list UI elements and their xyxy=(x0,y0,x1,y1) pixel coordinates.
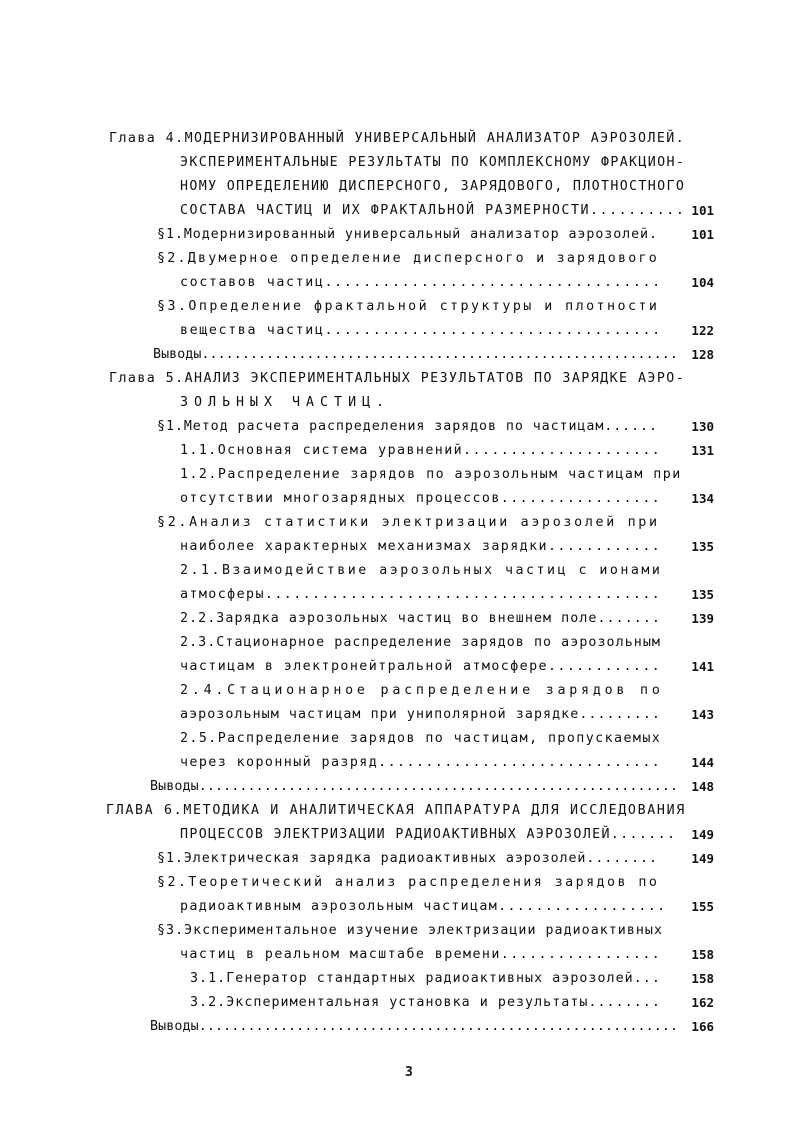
toc-page-number: 149 xyxy=(691,827,714,842)
toc-page-number: 135 xyxy=(691,587,714,602)
toc-section-cont: радиоактивным аэрозольным частицам.................. xyxy=(180,899,667,914)
toc-subsection-cont: атмосферы.......................................... xyxy=(180,587,662,602)
toc-section: §1.Модернизированный универсальный анализатор аэрозолей. xyxy=(157,227,658,242)
toc-page-number: 101 xyxy=(691,227,714,242)
toc-chapter-5-title: Глава 5.АНАЛИЗ ЭКСПЕРИМЕНТАЛЬНЫХ РЕЗУЛЬТАТОВ ПО ЗАРЯДКЕ АЭРО- xyxy=(109,371,686,386)
toc-subsection: 2.1.Взаимодействие аэрозольных частиц с ионами xyxy=(180,563,663,578)
toc-page-number: 158 xyxy=(691,971,714,986)
toc-page-number: 122 xyxy=(691,323,714,338)
toc-page-number: 162 xyxy=(691,995,714,1010)
toc-chapter-4-title: Глава 4.МОДЕРНИЗИРОВАННЫЙ УНИВЕРСАЛЬНЫЙ АНАЛИЗАТОР АЭРОЗОЛЕЙ. xyxy=(109,131,686,146)
toc-page-number: 148 xyxy=(691,779,714,794)
toc-subsection: 2.3.Стационарное распределение зарядов по аэрозольным xyxy=(180,635,661,650)
toc-conclusions: Выводы........................................................... xyxy=(150,779,679,794)
toc-chapter-6-title-cont: ПРОЦЕССОВ ЭЛЕКТРИЗАЦИИ РАДИОАКТИВНЫХ АЭРОЗОЛЕЙ....... xyxy=(180,827,677,842)
toc-conclusions: Выводы........................................................... xyxy=(150,1019,679,1034)
toc-page-number: 128 xyxy=(691,347,714,362)
toc-page-number: 144 xyxy=(691,755,714,770)
toc-chapter-4-title-cont: НОМУ ОПРЕДЕЛЕНИЮ ДИСПЕРСНОГО, ЗАРЯДОВОГО, ПЛОТНОСТНОГО xyxy=(180,179,686,194)
toc-section: §1.Метод расчета распределения зарядов по частицам...... xyxy=(157,419,658,434)
toc-page-number: 141 xyxy=(691,659,714,674)
toc-section-cont: наиболее характерных механизмах зарядки............ xyxy=(180,539,662,554)
toc-section: §2.Двумерное определение дисперсного и зарядового xyxy=(157,251,660,266)
toc-subsection-cont: частицам в электронейтральной атмосфере............ xyxy=(180,659,662,674)
toc-section: §2.Анализ статистики электризации аэрозолей при xyxy=(157,515,660,530)
toc-conclusions: Выводы........................................................... xyxy=(153,347,678,362)
toc-subsection: 2.4.Стационарное распределение зарядов по xyxy=(180,683,664,698)
toc-page-number: 158 xyxy=(691,947,714,962)
toc-chapter-4-title-cont: СОСТАВА ЧАСТИЦ И ИХ ФРАКТАЛЬНОЙ РАЗМЕРНОСТИ.......... xyxy=(180,203,686,218)
toc-page-number: 104 xyxy=(691,275,714,290)
toc-subsection: 3.1.Генератор стандартных радиоактивных аэрозолей... xyxy=(190,971,661,986)
toc-page-number: 149 xyxy=(691,851,714,866)
toc-page-number: 130 xyxy=(691,419,714,434)
toc-subsection: 1.1.Основная система уравнений..................... xyxy=(180,443,662,458)
toc-subsection-cont: через коронный разряд.............................. xyxy=(180,755,662,770)
toc-page-number: 101 xyxy=(691,203,714,218)
toc-chapter-5-title-cont: ЗОЛЬНЫХ ЧАСТИЦ. xyxy=(180,395,391,410)
toc-page-number: 139 xyxy=(691,611,714,626)
toc-subsection-cont: аэрозольным частицам при униполярной зарядке......... xyxy=(180,707,661,722)
toc-page-number: 131 xyxy=(691,443,714,458)
toc-section-cont: частиц в реальном масштабе времени................. xyxy=(180,947,662,962)
toc-page-number: 155 xyxy=(691,899,714,914)
toc-chapter-4-title-cont: ЭКСПЕРИМЕНТАЛЬНЫЕ РЕЗУЛЬТАТЫ ПО КОМПЛЕКСНОМУ ФРАКЦИОН- xyxy=(180,155,686,170)
page-number: 3 xyxy=(405,1065,413,1080)
toc-section-cont: составов частиц................................... xyxy=(180,275,662,290)
toc-subsection: 2.2.Зарядка аэрозольных частиц во внешнем поле....... xyxy=(180,611,661,626)
toc-section-cont: вещества частиц................................... xyxy=(180,323,662,338)
toc-page-number: 166 xyxy=(691,1019,714,1034)
toc-section: §2.Теоретический анализ распределения зарядов по xyxy=(157,875,660,890)
toc-chapter-6-title: ГЛАВА 6.МЕТОДИКА И АНАЛИТИЧЕСКАЯ АППАРАТУРА ДЛЯ ИССЛЕДОВАНИЯ xyxy=(106,803,686,818)
toc-page-number: 134 xyxy=(691,491,714,506)
toc-section: §3.Определение фрактальной структуры и плотности xyxy=(157,299,660,314)
toc-section: §1.Электрическая зарядка радиоактивных аэрозолей........ xyxy=(157,851,658,866)
toc-page-number: 135 xyxy=(691,539,714,554)
toc-subsection: 2.5.Распределение зарядов по частицам, пропускаемых xyxy=(180,731,662,746)
toc-subsection-cont: отсутствии многозарядных процессов................. xyxy=(180,491,662,506)
toc-page-number: 143 xyxy=(691,707,714,722)
toc-section: §3.Экспериментальное изучение электризации радиоактивных xyxy=(157,923,663,938)
toc-subsection: 3.2.Экспериментальная установка и результаты........ xyxy=(190,995,661,1010)
toc-subsection: 1.2.Распределение зарядов по аэрозольным частицам при xyxy=(180,467,682,482)
